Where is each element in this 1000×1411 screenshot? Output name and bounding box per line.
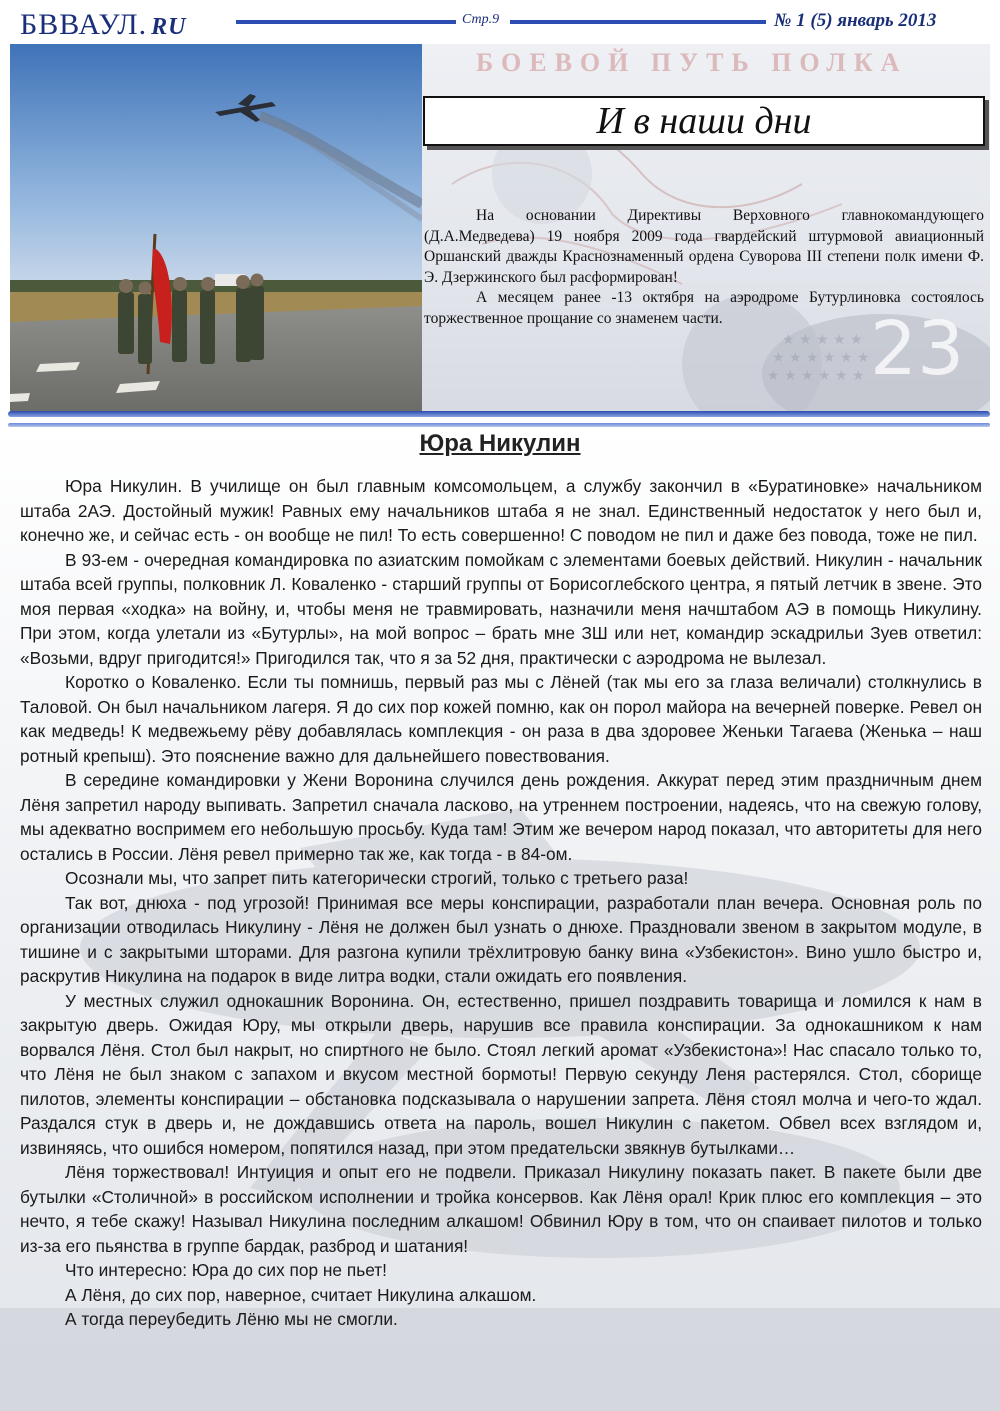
article-paragraph: Юра Никулин. В училище он был главным комсомольцем, а службу закончил в «Буратиновке» начальником штаба 2АЭ. Достойный мужик! Равных ему начальников штаба я не знал. Единственный недостаток у него был и, конечно же, и сейчас есть - он вообще не пил! То есть совершенно! С поводом не пил и даже без повода, тоже не пил. xyxy=(20,476,982,545)
intro-paragraph: А месяцем ранее -13 октября на аэродроме Бутурлиновка состоялось торжественное прощание со знаменем части. xyxy=(424,289,984,327)
color-guard-photo xyxy=(10,44,422,411)
section-title: И в наши дни xyxy=(596,100,812,142)
svg-text:★ ★ ★ ★ ★ ★: ★ ★ ★ ★ ★ ★ xyxy=(767,368,865,384)
logo-suffix: RU xyxy=(151,14,187,40)
article-paragraph: У местных служил однокашник Воронина. Он, естественно, пришел поздравить товарища и ломился к нам в закрытую дверь. Ожидая Юру, мы открыли дверь, нарушив все правила конспирации. За однокашником к нам ворвался Лёня. Стол был накрыт, но спиртного не было. Стоял легкий аромат «Узбекистона»! Нас спасало только то, что Лёня не был знаком с запахом и вкусом местной бормоты! Первую секунду Леня растерялся. Стол, сборище пилотов, элементы конспирации – обстановка подсказывала о нарушении запрета. Лёня стоял молча и чего-то ждал. Раздался стук в дверь и, не дождавшись ответа на пароль, вошел Никулин с пакетом. Обвел всех взглядом и, извиняясь, что ошибся номером, попятился назад, при этом предательски звякнув бутылками… xyxy=(20,990,982,1158)
article-paragraph: Что интересно: Юра до сих пор не пьет! xyxy=(65,1260,387,1280)
logo-main: БВВАУЛ. xyxy=(20,8,148,41)
article-paragraph: А Лёня, до сих пор, наверное, считает Никулина алкашом. xyxy=(65,1284,537,1305)
page-header xyxy=(0,0,1000,44)
article-paragraph: Лёня торжествовал! Интуиция и опыт его не подвели. Приказал Никулину показать пакет. В пакете были две бутылки «Столичной» в российском исполнении и тройка консервов. Как Лёня орал! Крик плюс его комплекция – это нечто, я тебе скажу! Называл Никулина последним алкашом! Обвинил Юру в том, что он спаивает пилотов и только из-за его пьянства в группе бардак, разброд и шатания! xyxy=(20,1162,982,1256)
article-paragraph: А тогда переубедить Лёню мы не смогли. xyxy=(65,1309,398,1329)
header-rule-left xyxy=(236,20,456,24)
article-title: Юра Никулин xyxy=(419,430,581,457)
intro-text xyxy=(424,206,984,329)
section-divider xyxy=(8,411,990,417)
masthead-logo xyxy=(20,8,186,42)
article-paragraph: В 93-ем - очередная командировка по азиатским помойкам с элементами боевых действий. Никулин - начальник штаба всей группы, полковник Л. Коваленко - старший группы от Борисоглебского центра, я пятый летчик в звене. Это моя первая «ходка» на войну, и, чтобы меня не травмировать, назначили меня начштабом АЭ в помощь Никулину. При этом, когда улетали из «Бутурлы», на мой вопрос – брать мне ЗШ или нет, командир эскадрильи Зуев ответил: «Возьми, вдруг пригодится!» Пригодился так, что я за 52 дня, практически с аэродрома не вылезал. xyxy=(20,549,982,668)
article-paragraph: Коротко о Коваленко. Если ты помнишь, первый раз мы с Лёней (так мы его за глаза величали) столкнулись в Таловой. Он был начальником лагеря. Я до сих пор кожей помню, как он порол майора на вечерней поверке. Ревел он как медведь! К медвежьему рёву добавлялась комплекция - он раза в два здоровее Женьки Тагаева (Женька – наш ротный крепыш). Это пояснение важно для дальнейшего повествования. xyxy=(20,672,982,766)
page-number: Стр.9 xyxy=(462,12,500,27)
section-divider xyxy=(8,423,990,427)
article-paragraph: В середине командировки у Жени Воронина случился день рождения. Аккурат перед этим праздничным днем Лёня запретил народу выпивать. Запретил сначала ласково, на утреннем построении, надеясь, что на свежую голову, мы адекватно воспримем его небольшую просьбу. Куда там! Этим же вечером народ показал, что авторитеты для него остались в России. Лёня ревел примерно так же, как тогда - в 84-ом. xyxy=(20,770,982,864)
svg-text:★ ★ ★ ★ ★ ★: ★ ★ ★ ★ ★ ★ xyxy=(772,350,870,366)
decor-number: 23 xyxy=(870,306,965,392)
photo-illustration xyxy=(10,44,422,411)
section-title-box xyxy=(423,96,985,146)
intro-paragraph: На основании Директивы Верховного главнокомандующего (Д.А.Медведева) 19 ноября 2009 года гвардейский штурмовой авиационный Оршанский дважды Краснознаменный ордена Суворова III степени полк имени Ф. Э. Дзержинского был расформирован! xyxy=(424,207,984,286)
issue-number: № 1 (5) январь 2013 xyxy=(774,10,937,31)
header-rule-right xyxy=(510,20,766,24)
article-body xyxy=(20,474,982,1332)
article-paragraph: Осознали мы, что запрет пить категорически строгий, только с третьего раза! xyxy=(65,868,689,888)
section-banner: БОЕВОЙ ПУТЬ ПОЛКА xyxy=(476,48,908,77)
article-paragraph: Так вот, днюха - под угрозой! Принимая все меры конспирации, разработали план вечера. Основная роль по организации отводилась Никулину - Лёня не должен был узнать о днюхе. Праздновали звеном в закрытом модуле, в тишине и с закрытыми шторами. Для разгона купили трёхлитровую банку вина «Узбекистон». Вино ушло быстро и, раскрутив Никулина на подарок в виде литра водки, стали ожидать его появления. xyxy=(20,892,982,986)
svg-text:★ ★ ★ ★ ★: ★ ★ ★ ★ ★ xyxy=(782,332,863,348)
